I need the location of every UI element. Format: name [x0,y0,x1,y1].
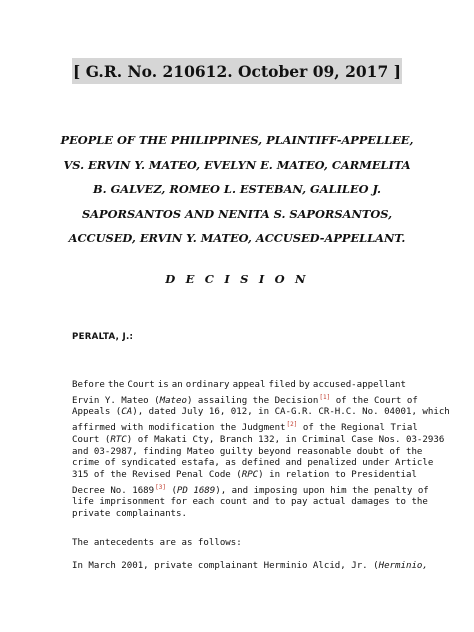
ponente: PERALTA, J.: [72,332,134,342]
case-parties [60,128,414,251]
text-line: Appeals (CA), dated July 16, 012, in CA-G.R. CR-H.C. No. 04001, which [72,407,450,418]
case-header: [ G.R. No. 210612. October 09, 2017 ] [72,58,402,84]
footnote-link[interactable]: [1] [319,393,331,401]
parties-line: ACCUSED, ERVIN Y. MATEO, ACCUSED-APPELLANT. [68,231,406,246]
paragraph-antecedents: The antecedents are as follows: [72,538,242,548]
paragraph-facts: In March 2001, private complainant Herminio Alcid, Jr. ( Herminio, [72,561,428,571]
text-line: Before the Court is an ordinary appeal filed by accused-appellant [72,380,406,390]
decision-title: D E C I S I O N [165,272,309,286]
text-line: 315 of the Revised Penal Code (RPC) in relation to Presidential [72,469,417,480]
parties-line: VS. ERVIN Y. MATEO, EVELYN E. MATEO, CARMELITA [63,157,411,172]
paragraph-intro [72,380,450,521]
text-line: private complainants. [72,509,187,520]
text-line: Ervin Y. Mateo (Mateo) assailing the Decision[1] of the Court of [72,393,418,406]
text-line: Court (RTC) of Makati Cty, Branch 132, in Criminal Case Nos. 03-2936 [72,434,445,445]
footnote-link[interactable]: [2] [286,421,298,429]
text-line: affirmed with modification the Judgment[2] of the Regional Trial [72,421,418,434]
parties-line: B. GALVEZ, ROMEO L. ESTEBAN, GALILEO J. [93,182,381,197]
footnote-link[interactable]: [3] [155,483,166,491]
text-line: and 03-2987, finding Mateo guilty beyond reasonable doubt of the [72,446,423,457]
parties-line: PEOPLE OF THE PHILIPPINES, PLAINTIFF-APPELLEE, [60,133,414,147]
text-line: life imprisonment for each count and to pay actual damages to the [72,497,428,508]
text-line: Decree No. 1689[3] (PD 1689), and imposing upon him the penalty of [72,483,429,496]
parties-line: SAPORSANTOS AND NENITA S. SAPORSANTOS, [81,206,393,221]
text-line: crime of syndicated estafa, as defined and penalized under Article [72,458,434,469]
